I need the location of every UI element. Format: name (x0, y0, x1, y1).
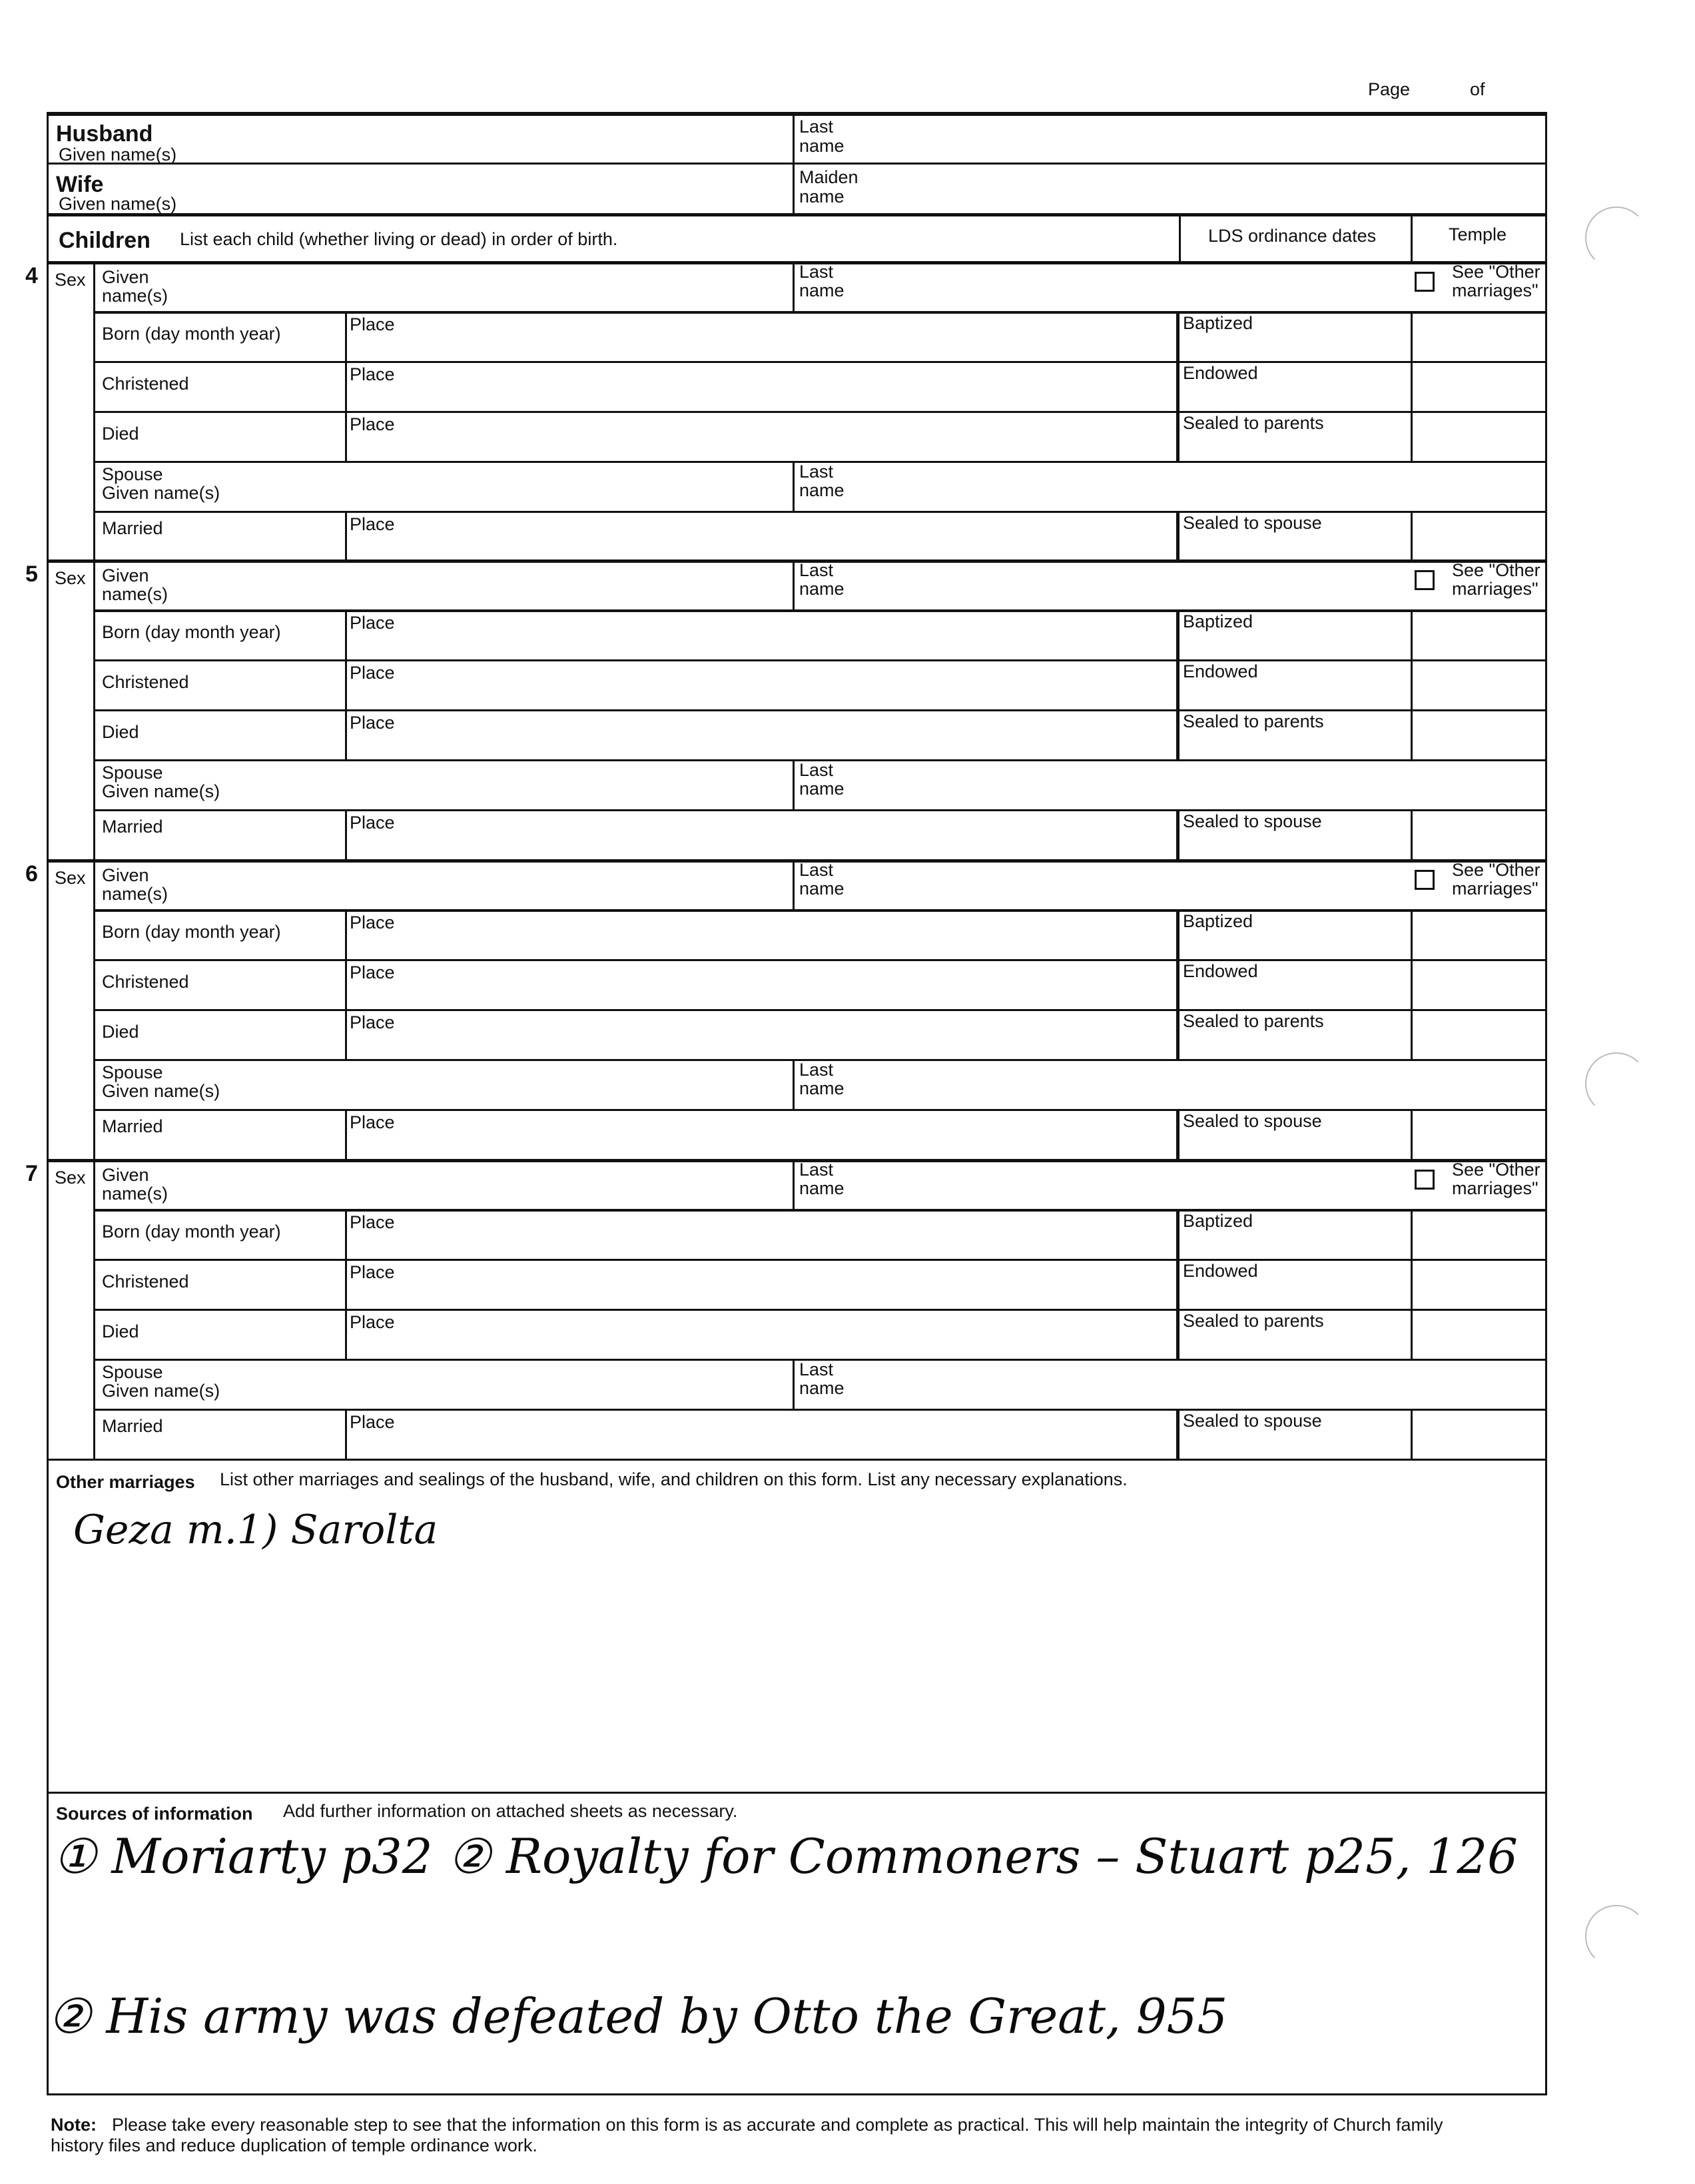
place-divider (345, 609, 347, 659)
see-other-label-1: See "Other (1452, 262, 1540, 282)
given-label-2: name(s) (102, 286, 169, 306)
event-label-born: Born (day month year) (102, 324, 281, 344)
place-divider (345, 1209, 347, 1259)
place-label: Place (350, 663, 395, 683)
event-label-born: Born (day month year) (102, 1222, 281, 1242)
spouse-label-2: Given name(s) (102, 1381, 220, 1401)
see-other-marriages-checkbox[interactable] (1415, 272, 1435, 292)
wife-maiden-label-1: Maiden (799, 167, 858, 187)
place-divider (345, 411, 347, 461)
event-label-died: Died (102, 424, 139, 444)
row-divider (93, 1209, 1546, 1212)
spouse-last-label-2: name (799, 1378, 845, 1398)
spouse-label-1: Spouse (102, 1062, 163, 1082)
spouse-last-label-1: Last (799, 1359, 834, 1379)
inner-left-rule (93, 909, 95, 1159)
child-block-top (47, 1159, 1546, 1162)
event-label-christened: Christened (102, 1272, 189, 1291)
sex-label: Sex (55, 270, 86, 290)
ordinance-label-sealed_parents: Sealed to parents (1183, 711, 1324, 731)
sex-divider (93, 559, 95, 609)
row-divider (93, 311, 1546, 314)
place-label: Place (350, 1312, 395, 1332)
row-divider (93, 1259, 1546, 1261)
note-text-line2: history files and reduce duplication of temple ordinance work. (51, 2135, 537, 2155)
event-label-born: Born (day month year) (102, 622, 281, 642)
temple-col-divider (1411, 411, 1413, 461)
row-divider (93, 1109, 1546, 1111)
temple-col-divider (1411, 311, 1413, 361)
ordinance-label-baptized: Baptized (1183, 1211, 1253, 1231)
row-divider (93, 909, 1546, 912)
place-divider (345, 511, 347, 561)
last-label-2: name (799, 1178, 845, 1198)
spouse-last-divider (793, 461, 795, 511)
place-label: Place (350, 414, 395, 434)
temple-col-divider (1411, 511, 1413, 561)
note-text-line1: Please take every reasonable step to see that the information on this form is as accurate and complete as practical. This will help maintain the integrity of Church family (112, 2115, 1443, 2135)
spouse-last-label-2: name (799, 779, 845, 799)
given-label-1: Given (102, 1165, 149, 1185)
row-divider (93, 959, 1546, 961)
see-other-label-1: See "Other (1452, 860, 1540, 880)
last-label-1: Last (799, 860, 834, 880)
row-divider (93, 709, 1546, 711)
wife-maiden-label-2: name (799, 186, 845, 206)
place-label: Place (350, 364, 395, 384)
husband-wife-divider (47, 163, 1546, 165)
event-label-died: Died (102, 1022, 139, 1042)
spouse-label-1: Spouse (102, 763, 163, 783)
last-divider (793, 1159, 795, 1209)
last-divider (793, 261, 795, 311)
husband-given-label: Given name(s) (59, 145, 177, 165)
spouse-last-label-1: Last (799, 462, 834, 482)
see-other-label-1: See "Other (1452, 1160, 1540, 1180)
husband-label: Husband (56, 121, 153, 147)
inner-left-rule (93, 311, 95, 561)
of-label: of (1470, 79, 1485, 99)
ordinance-label-endowed: Endowed (1183, 1261, 1258, 1281)
see-other-label-2: marriages" (1452, 579, 1538, 599)
event-label-born: Born (day month year) (102, 922, 281, 942)
binder-ring-mark (1585, 1905, 1648, 1968)
ordinance-divider (1176, 311, 1180, 361)
given-label-2: name(s) (102, 584, 169, 604)
ordinance-divider (1176, 1009, 1180, 1059)
place-divider (345, 361, 347, 411)
event-label-christened: Christened (102, 672, 189, 692)
given-label-2: name(s) (102, 1184, 169, 1204)
form-left-border (47, 112, 49, 2095)
row-divider (93, 809, 1546, 811)
temple-col-divider (1411, 659, 1413, 709)
ordinance-label-endowed: Endowed (1183, 363, 1258, 383)
ordinance-divider (1176, 709, 1180, 759)
given-label-1: Given (102, 865, 149, 885)
row-divider (93, 1409, 1546, 1411)
place-divider (345, 959, 347, 1009)
row-divider (93, 511, 1546, 513)
ordinance-divider (1176, 609, 1180, 659)
sex-divider (93, 859, 95, 909)
temple-col-divider (1411, 909, 1413, 959)
last-label-2: name (799, 280, 845, 300)
see-other-marriages-checkbox[interactable] (1415, 1170, 1435, 1190)
last-label-1: Last (799, 262, 834, 282)
sources-title: Sources of information (56, 1804, 253, 1824)
note-label: Note: (51, 2115, 97, 2135)
other-marriages-handwriting: Geza m.1) Sarolta (73, 1507, 438, 1553)
place-label: Place (350, 813, 395, 833)
spouse-label-1: Spouse (102, 464, 163, 484)
sources-instructions: Add further information on attached sheets as necessary. (283, 1801, 738, 1821)
place-label: Place (350, 1212, 395, 1232)
temple-col-divider (1411, 1009, 1413, 1059)
sex-label: Sex (55, 568, 86, 588)
temple-col-divider (1411, 709, 1413, 759)
binder-ring-mark (1585, 206, 1648, 269)
spouse-label-1: Spouse (102, 1362, 163, 1382)
ordinance-label-endowed: Endowed (1183, 961, 1258, 981)
ordinance-label-baptized: Baptized (1183, 313, 1253, 333)
given-label-2: name(s) (102, 884, 169, 904)
husband-last-label-2: name (799, 136, 845, 156)
event-label-christened: Christened (102, 374, 189, 394)
ordinance-label-sealed_parents: Sealed to parents (1183, 1011, 1324, 1031)
ordinance-divider (1176, 1209, 1180, 1259)
binder-ring-mark (1585, 1052, 1648, 1115)
spouse-last-divider (793, 1059, 795, 1109)
child-block-top (47, 261, 1546, 264)
row-divider (93, 1009, 1546, 1011)
see-other-marriages-checkbox[interactable] (1415, 870, 1435, 890)
ordinance-label-sealed_parents: Sealed to parents (1183, 413, 1324, 433)
ordinance-divider (1176, 1109, 1180, 1159)
row-divider (93, 1309, 1546, 1311)
spouse-label-2: Given name(s) (102, 1081, 220, 1101)
temple-label: Temple (1449, 224, 1507, 244)
row-divider (93, 659, 1546, 661)
married-label: Married (102, 1416, 163, 1436)
child-block-top (47, 559, 1546, 563)
form-right-border (1545, 112, 1547, 2095)
place-label: Place (350, 912, 395, 932)
place-divider (345, 709, 347, 759)
given-label-1: Given (102, 565, 149, 585)
form-top-rule (47, 112, 1546, 116)
spouse-label-2: Given name(s) (102, 483, 220, 503)
ordinance-label-endowed: Endowed (1183, 661, 1258, 681)
place-label: Place (350, 1012, 395, 1032)
spouse-last-label-2: name (799, 1078, 845, 1098)
place-divider (345, 1409, 347, 1459)
place-divider (345, 1259, 347, 1309)
child-block-top (47, 859, 1546, 863)
ordinance-label-sealed-spouse: Sealed to spouse (1183, 513, 1322, 533)
ordinance-divider (1176, 659, 1180, 709)
ordinance-label-baptized: Baptized (1183, 911, 1253, 931)
see-other-label-1: See "Other (1452, 560, 1540, 580)
sex-divider (93, 261, 95, 311)
ordinance-label-sealed-spouse: Sealed to spouse (1183, 811, 1322, 831)
ordinance-label-sealed-spouse: Sealed to spouse (1183, 1111, 1322, 1131)
last-divider (793, 559, 795, 609)
married-label: Married (102, 1116, 163, 1136)
wife-given-label: Given name(s) (59, 194, 177, 214)
ordinance-divider (1176, 1409, 1180, 1459)
temple-col-divider (1411, 1309, 1413, 1359)
place-label: Place (350, 713, 395, 733)
temple-col-divider (1411, 959, 1413, 1009)
place-divider (345, 809, 347, 859)
spouse-label-2: Given name(s) (102, 781, 220, 801)
row-divider (93, 411, 1546, 413)
place-divider (345, 1309, 347, 1359)
temple-col-divider (1411, 1209, 1413, 1259)
last-label-1: Last (799, 560, 834, 580)
children-instructions: List each child (whether living or dead) in order of birth. (180, 229, 618, 249)
temple-col-divider (1411, 1259, 1413, 1309)
see-other-label-2: marriages" (1452, 280, 1538, 300)
see-other-marriages-checkbox[interactable] (1415, 570, 1435, 590)
sources-top (47, 1792, 1546, 1794)
ordinance-divider (1176, 959, 1180, 1009)
event-label-died: Died (102, 722, 139, 742)
ordinance-label-sealed_parents: Sealed to parents (1183, 1311, 1324, 1331)
ordinance-label-sealed-spouse: Sealed to spouse (1183, 1411, 1322, 1431)
child-number: 5 (25, 561, 38, 587)
spouse-last-label-1: Last (799, 1060, 834, 1080)
place-label: Place (350, 1262, 395, 1282)
page-label: Page (1368, 79, 1411, 99)
temple-col-divider (1411, 609, 1413, 659)
place-divider (345, 1109, 347, 1159)
ordinance-divider (1176, 1309, 1180, 1359)
lds-divider (1179, 213, 1181, 261)
ordinance-divider (1176, 511, 1180, 561)
spouse-last-label-2: name (799, 480, 845, 500)
wife-label: Wife (56, 172, 104, 197)
sex-divider (93, 1159, 95, 1209)
last-label-2: name (799, 879, 845, 899)
ordinance-divider (1176, 909, 1180, 959)
lds-ordinance-label: LDS ordinance dates (1208, 226, 1377, 246)
see-other-label-2: marriages" (1452, 1178, 1538, 1198)
sex-label: Sex (55, 1168, 86, 1188)
spouse-last-divider (793, 759, 795, 809)
ordinance-divider (1176, 411, 1180, 461)
other-marriages-top (47, 1459, 1546, 1461)
last-label-2: name (799, 579, 845, 599)
ordinance-divider (1176, 809, 1180, 859)
spouse-last-divider (793, 1359, 795, 1409)
child-number: 4 (25, 263, 38, 288)
row-divider (93, 609, 1546, 612)
other-marriages-instructions: List other marriages and sealings of the husband, wife, and children on this form. List any necessary explanations. (220, 1469, 1128, 1489)
last-divider (793, 859, 795, 909)
spouse-last-label-1: Last (799, 760, 834, 780)
inner-left-rule (93, 1209, 95, 1459)
married-label: Married (102, 518, 163, 538)
place-label: Place (350, 962, 395, 982)
ordinance-divider (1176, 361, 1180, 411)
child-number: 6 (25, 861, 38, 887)
place-label: Place (350, 314, 395, 334)
place-label: Place (350, 514, 395, 534)
form-bottom-rule (47, 2093, 1546, 2095)
temple-col-divider (1411, 1109, 1413, 1159)
event-label-christened: Christened (102, 972, 189, 992)
given-label-1: Given (102, 267, 149, 287)
temple-col-divider (1411, 809, 1413, 859)
ordinance-label-baptized: Baptized (1183, 611, 1253, 631)
other-marriages-title: Other marriages (56, 1472, 195, 1492)
sex-label: Sex (55, 868, 86, 888)
place-divider (345, 311, 347, 361)
see-other-label-2: marriages" (1452, 879, 1538, 899)
place-divider (345, 1009, 347, 1059)
temple-divider (1411, 213, 1413, 261)
place-label: Place (350, 1112, 395, 1132)
row-divider (93, 361, 1546, 363)
children-title: Children (59, 228, 151, 253)
sources-handwriting-2: ② His army was defeated by Otto the Great, 955 (48, 1988, 1228, 2044)
children-header-top (47, 213, 1546, 216)
place-divider (345, 909, 347, 959)
temple-col-divider (1411, 1409, 1413, 1459)
sources-handwriting-1: ① Moriarty p32 ② Royalty for Commoners – Stuart p25, 126 (53, 1828, 1518, 1884)
child-number: 7 (25, 1161, 38, 1186)
last-label-1: Last (799, 1160, 834, 1180)
ordinance-divider (1176, 1259, 1180, 1309)
temple-col-divider (1411, 361, 1413, 411)
place-label: Place (350, 613, 395, 633)
place-divider (345, 659, 347, 709)
place-label: Place (350, 1412, 395, 1432)
married-label: Married (102, 817, 163, 837)
inner-left-rule (93, 609, 95, 859)
husband-last-label-1: Last (799, 117, 834, 137)
event-label-died: Died (102, 1321, 139, 1341)
